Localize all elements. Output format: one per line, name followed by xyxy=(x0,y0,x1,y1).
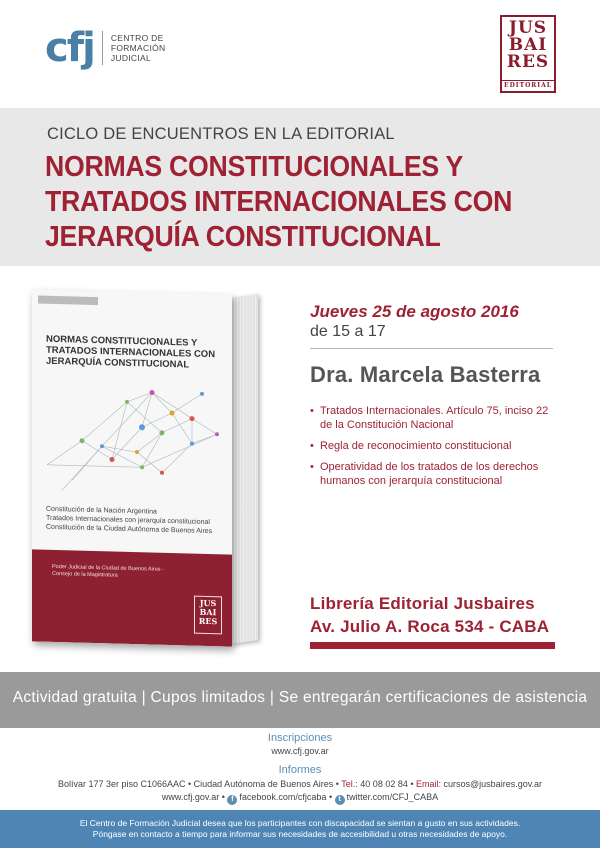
divider xyxy=(310,348,553,349)
book-footer-band xyxy=(32,549,232,646)
book-contents-item: Tratados Internacionales con jerarquía constitucional xyxy=(46,514,210,527)
venue xyxy=(310,592,549,638)
topic-item: • Tratados Internacionales. Artículo 75, inciso 22 de la Constitución Nacional xyxy=(310,404,560,432)
series-kicker: CICLO DE ENCUENTROS EN LA EDITORIAL xyxy=(47,125,395,143)
topic-list xyxy=(310,404,560,495)
jusbaires-logo-line: JUS xyxy=(508,18,548,38)
inscripciones-heading: Inscripciones xyxy=(267,732,333,744)
book-contents-item: Constitución de la Nación Argentina xyxy=(46,505,157,516)
inscripciones-link[interactable] xyxy=(0,746,600,756)
cfj-logo xyxy=(45,25,166,71)
event-time: de 15 a 17 xyxy=(310,323,386,340)
conditions-banner xyxy=(0,672,600,728)
cfj-logo-text xyxy=(111,33,166,63)
book-collection-tag xyxy=(38,296,98,306)
accessibility-footer xyxy=(0,810,600,848)
footer-line: El Centro de Formación Judicial desea que los participantes con discapacidad se sientan a gusto en sus actividades. xyxy=(79,818,521,828)
jusbaires-logo-line: RES xyxy=(506,52,550,72)
book-publisher-note: Poder Judicial de la Ciudad de Buenos Aires · Consejo de la Magistratura xyxy=(52,563,164,579)
event-date: Jueves 25 de agosto 2016 xyxy=(310,302,519,321)
cfj-logo-separator xyxy=(102,31,103,65)
topic-item: • Regla de reconocimiento constitucional xyxy=(310,439,560,453)
cfj-org-line: FORMACIÓN xyxy=(110,43,166,53)
venue-accent-bar xyxy=(310,642,555,649)
inscripciones-url[interactable]: www.cfj.gov.ar xyxy=(271,746,329,756)
jusbaires-logo-line: BAI xyxy=(508,35,548,55)
jusbaires-logo-sub: EDITORIAL xyxy=(502,80,554,89)
book-contents-item: Constitución de la Ciudad Autónoma de Buenos Aires xyxy=(46,523,213,536)
footer-line: Póngase en contacto a tiempo para informar sus necesidades de accesibilidad u otras necesidades de apoyo. xyxy=(92,829,508,839)
speaker-name: Dra. Marcela Basterra xyxy=(310,362,541,387)
venue-address: Av. Julio A. Roca 534 - CABA xyxy=(310,617,550,636)
cfj-org-line: JUDICIAL xyxy=(110,53,152,63)
network-graphic xyxy=(42,370,227,505)
event-title xyxy=(45,150,523,255)
web-link[interactable]: www.cfj.gov.ar xyxy=(161,792,220,802)
conditions-text: Actividad gratuita | Cupos limitados | Se entregarán certificaciones de asistencia xyxy=(12,689,588,706)
jusbaires-logo xyxy=(500,15,556,93)
tel-number: 40 08 02 84 xyxy=(360,779,408,789)
facebook-icon: f xyxy=(227,795,237,805)
book-image xyxy=(32,292,264,644)
title-band xyxy=(0,108,600,266)
tel-label: Tel.: xyxy=(341,779,358,789)
informes-heading: Informes xyxy=(278,764,322,776)
book-pages xyxy=(230,294,258,644)
contact-line: Bolívar 177 3er piso C1066AAC • Ciudad Autónoma de Buenos Aires • Tel.: 40 08 02 84 • Email: cursos@jusbaires.gov.ar xyxy=(57,779,543,789)
book-logo-line: JUS xyxy=(199,597,217,609)
book-contents xyxy=(46,505,226,537)
email-label: Email: xyxy=(416,779,442,789)
book-jusbaires-logo xyxy=(194,596,222,635)
cfj-logo-mark: cfj xyxy=(45,25,94,71)
venue-name: Librería Editorial Jusbaires xyxy=(310,594,535,613)
event-title-line: JERARQUÍA CONSTITUCIONAL xyxy=(45,221,441,253)
book-cover xyxy=(32,289,232,646)
email-link[interactable]: cursos@jusbaires.gov.ar xyxy=(443,779,543,789)
book-title: NORMAS CONSTITUCIONALES Y TRATADOS INTERNACIONALES CON JERARQUÍA CONSTITUCIONAL xyxy=(46,333,216,371)
book-logo-line: RES xyxy=(198,615,218,627)
contact-address: Bolívar 177 3er piso C1066AAC • Ciudad Autónoma de Buenos Aires • xyxy=(57,779,339,789)
event-title-line: TRATADOS INTERNACIONALES CON xyxy=(45,186,513,218)
event-title-line: NORMAS CONSTITUCIONALES Y xyxy=(45,151,464,183)
header xyxy=(0,0,600,108)
twitter-link[interactable]: twitter.com/CFJ_CABA xyxy=(346,792,439,802)
twitter-icon: t xyxy=(335,795,345,805)
book-logo-line: BAI xyxy=(199,606,217,618)
facebook-link[interactable]: facebook.com/cfjcaba xyxy=(239,792,327,802)
cfj-org-line: CENTRO DE xyxy=(110,33,164,43)
topic-item: • Operatividad de los tratados de los derechos humanos con jerarquía constitucional xyxy=(310,460,560,488)
social-line: www.cfj.gov.ar • f facebook.com/cfjcaba • t twitter.com/CFJ_CABA xyxy=(161,792,439,803)
